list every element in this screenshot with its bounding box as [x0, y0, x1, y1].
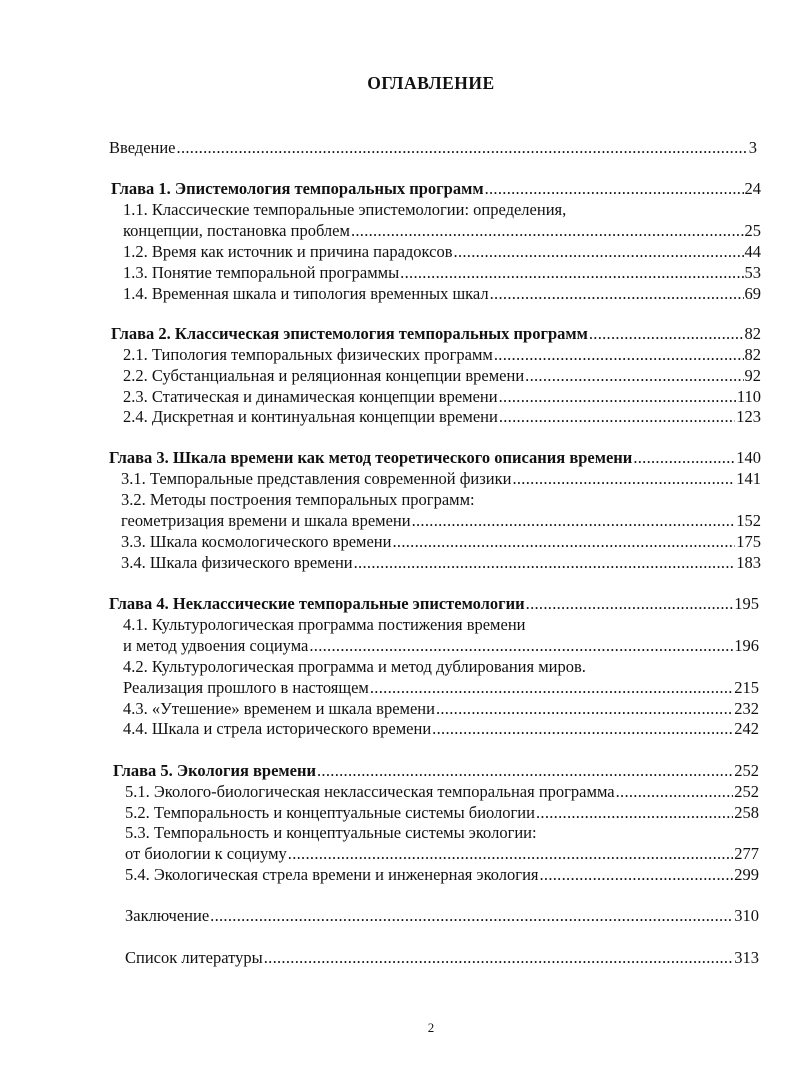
toc-label: от биологии к социуму [125, 844, 287, 863]
toc-label: Глава 2. Классическая эпистемология темпоральных программ [111, 324, 588, 343]
toc-page-number: 242 [734, 719, 759, 738]
toc-entry-4-3[interactable] [123, 699, 759, 719]
dot-leader [400, 263, 743, 283]
toc-entry-1-2[interactable] [123, 242, 761, 262]
toc-label: геометризация времени и шкала времени [121, 511, 411, 530]
toc-label: Список литературы [125, 948, 263, 967]
toc-page-number: 258 [734, 803, 759, 822]
dot-leader [485, 179, 744, 199]
toc-page-number: 175 [736, 532, 761, 551]
toc-label: 3.4. Шкала физического времени [121, 553, 353, 572]
toc-entry-2-1[interactable] [123, 345, 761, 365]
toc-entry-5-2[interactable] [125, 803, 759, 823]
toc-page-number: 110 [736, 387, 761, 406]
dot-leader [309, 636, 733, 656]
toc-entry-3-1[interactable] [121, 469, 761, 489]
toc-page-number: 24 [744, 179, 761, 198]
toc-page-number: 232 [734, 699, 759, 718]
toc-page-number: 310 [734, 906, 759, 925]
toc-label: Глава 3. Шкала времени как метод теоретического описания времени [109, 448, 633, 467]
toc-entry-introduction[interactable] [109, 138, 757, 158]
toc-entry-4-2-line1: 4.2. Культурологическая программа и метод дублирования миров. [123, 657, 586, 676]
toc-entry-conclusion[interactable] [125, 906, 759, 926]
toc-page-number: 183 [736, 553, 761, 572]
toc-page-number: 140 [736, 448, 761, 467]
page-number: 2 [427, 1020, 435, 1035]
toc-entry-chapter-2[interactable] [111, 324, 761, 344]
toc-page-number: 215 [734, 678, 759, 697]
toc-entry-1-4[interactable] [123, 284, 761, 304]
toc-label: 5.4. Экологическая стрела времени и инженерная экология [125, 865, 539, 884]
toc-label: 1.3. Понятие темпоральной программы [123, 263, 400, 282]
toc-page-number: 82 [744, 324, 761, 343]
toc-entry-2-2[interactable] [123, 366, 761, 386]
toc-label: 3.3. Шкала космологического времени [121, 532, 392, 551]
toc-page-number: 141 [736, 469, 761, 488]
dot-leader [536, 803, 733, 823]
toc-entry-5-3[interactable] [125, 844, 759, 864]
toc-page-number: 53 [744, 263, 761, 282]
toc-label: 2.2. Субстанциальная и реляционная концепции времени [123, 366, 525, 385]
dot-leader [539, 865, 733, 885]
dot-leader [589, 324, 744, 344]
toc-label: 5.2. Темпоральность и концептуальные системы биологии [125, 803, 535, 822]
toc-label: концепции, постановка проблем [123, 221, 350, 240]
toc-entry-2-4[interactable] [123, 407, 761, 427]
toc-entry-4-1-line1: 4.1. Культурологическая программа постижения времени [123, 615, 526, 634]
toc-page-number: 3 [748, 138, 757, 157]
toc-page-number: 82 [744, 345, 761, 364]
toc-entry-chapter-3[interactable] [109, 448, 761, 468]
dot-leader [494, 345, 744, 365]
dot-leader [354, 553, 736, 573]
dot-leader [392, 532, 735, 552]
toc-page-number: 252 [734, 761, 759, 780]
dot-leader [288, 844, 733, 864]
dot-leader [436, 699, 733, 719]
toc-entry-5-4[interactable] [125, 865, 759, 885]
toc-page-number: 92 [744, 366, 761, 385]
toc-entry-4-1[interactable] [123, 636, 759, 656]
toc-label: Заключение [125, 906, 210, 925]
toc-page-number: 44 [744, 242, 761, 261]
toc-label: 2.3. Статическая и динамическая концепции времени [123, 387, 498, 406]
toc-label: Глава 4. Неклассические темпоральные эпистемологии [109, 594, 525, 613]
toc-page-number: 123 [736, 407, 761, 426]
toc-entry-4-2[interactable] [123, 678, 759, 698]
toc-label: Глава 1. Эпистемология темпоральных программ [111, 179, 484, 198]
toc-page-number: 195 [734, 594, 759, 613]
dot-leader [351, 221, 744, 241]
toc-label: 1.4. Временная шкала и типология временных шкал [123, 284, 489, 303]
toc-label: 4.3. «Утешение» временем и шкала времени [123, 699, 435, 718]
toc-page-number: 25 [744, 221, 761, 240]
toc-entry-1-3[interactable] [123, 263, 761, 283]
toc-entry-2-3[interactable] [123, 387, 761, 407]
toc-entry-3-3[interactable] [121, 532, 761, 552]
dot-leader [499, 407, 735, 427]
toc-page-number: 69 [744, 284, 761, 303]
dot-leader [526, 594, 734, 614]
dot-leader [177, 138, 748, 158]
dot-leader [512, 469, 735, 489]
dot-leader [210, 906, 733, 926]
toc-label: 3.1. Темпоральные представления современной физики [121, 469, 512, 488]
dot-leader [454, 242, 744, 262]
toc-label: 2.4. Дискретная и континуальная концепции времени [123, 407, 498, 426]
toc-entry-5-3-line1: 5.3. Темпоральность и концептуальные системы экологии: [125, 823, 537, 842]
toc-entry-1-1-line1: 1.1. Классические темпоральные эпистемологии: определения, [123, 200, 567, 219]
toc-label: Введение [109, 138, 176, 157]
toc-page-number: 313 [734, 948, 759, 967]
toc-page-number: 252 [734, 782, 759, 801]
toc-entry-3-2[interactable] [121, 511, 761, 531]
toc-label: Глава 5. Экология времени [113, 761, 316, 780]
toc-entry-3-2-line1: 3.2. Методы построения темпоральных программ: [121, 490, 475, 509]
toc-page-number: 152 [736, 511, 761, 530]
dot-leader [499, 387, 736, 407]
toc-page-number: 299 [734, 865, 759, 884]
toc-page-number: 277 [734, 844, 759, 863]
dot-leader [432, 719, 733, 739]
toc-label: и метод удвоения социума [123, 636, 309, 655]
toc-entry-4-4[interactable] [123, 719, 759, 739]
toc-entry-3-4[interactable] [121, 553, 761, 573]
toc-label: 2.1. Типология темпоральных физических программ [123, 345, 493, 364]
toc-entry-1-1[interactable] [123, 221, 761, 241]
toc-entry-chapter-4[interactable] [109, 594, 759, 614]
page-title: ОГЛАВЛЕНИЕ [367, 73, 495, 93]
toc-entry-5-1[interactable] [125, 782, 759, 802]
toc-page-number: 196 [734, 636, 759, 655]
toc-label: 5.1. Эколого-биологическая неклассическая темпоральная программа [125, 782, 615, 801]
toc-entry-chapter-5[interactable] [113, 761, 759, 781]
toc-label: Реализация прошлого в настоящем [123, 678, 369, 697]
dot-leader [490, 284, 744, 304]
dot-leader [616, 782, 734, 802]
toc-label: 4.4. Шкала и стрела исторического времени [123, 719, 432, 738]
dot-leader [633, 448, 735, 468]
dot-leader [370, 678, 733, 698]
toc-label: 1.2. Время как источник и причина парадоксов [123, 242, 453, 261]
dot-leader [412, 511, 736, 531]
dot-leader [317, 761, 733, 781]
dot-leader [525, 366, 743, 386]
toc-entry-references[interactable] [125, 948, 759, 968]
toc-entry-chapter-1[interactable] [111, 179, 761, 199]
dot-leader [264, 948, 734, 968]
